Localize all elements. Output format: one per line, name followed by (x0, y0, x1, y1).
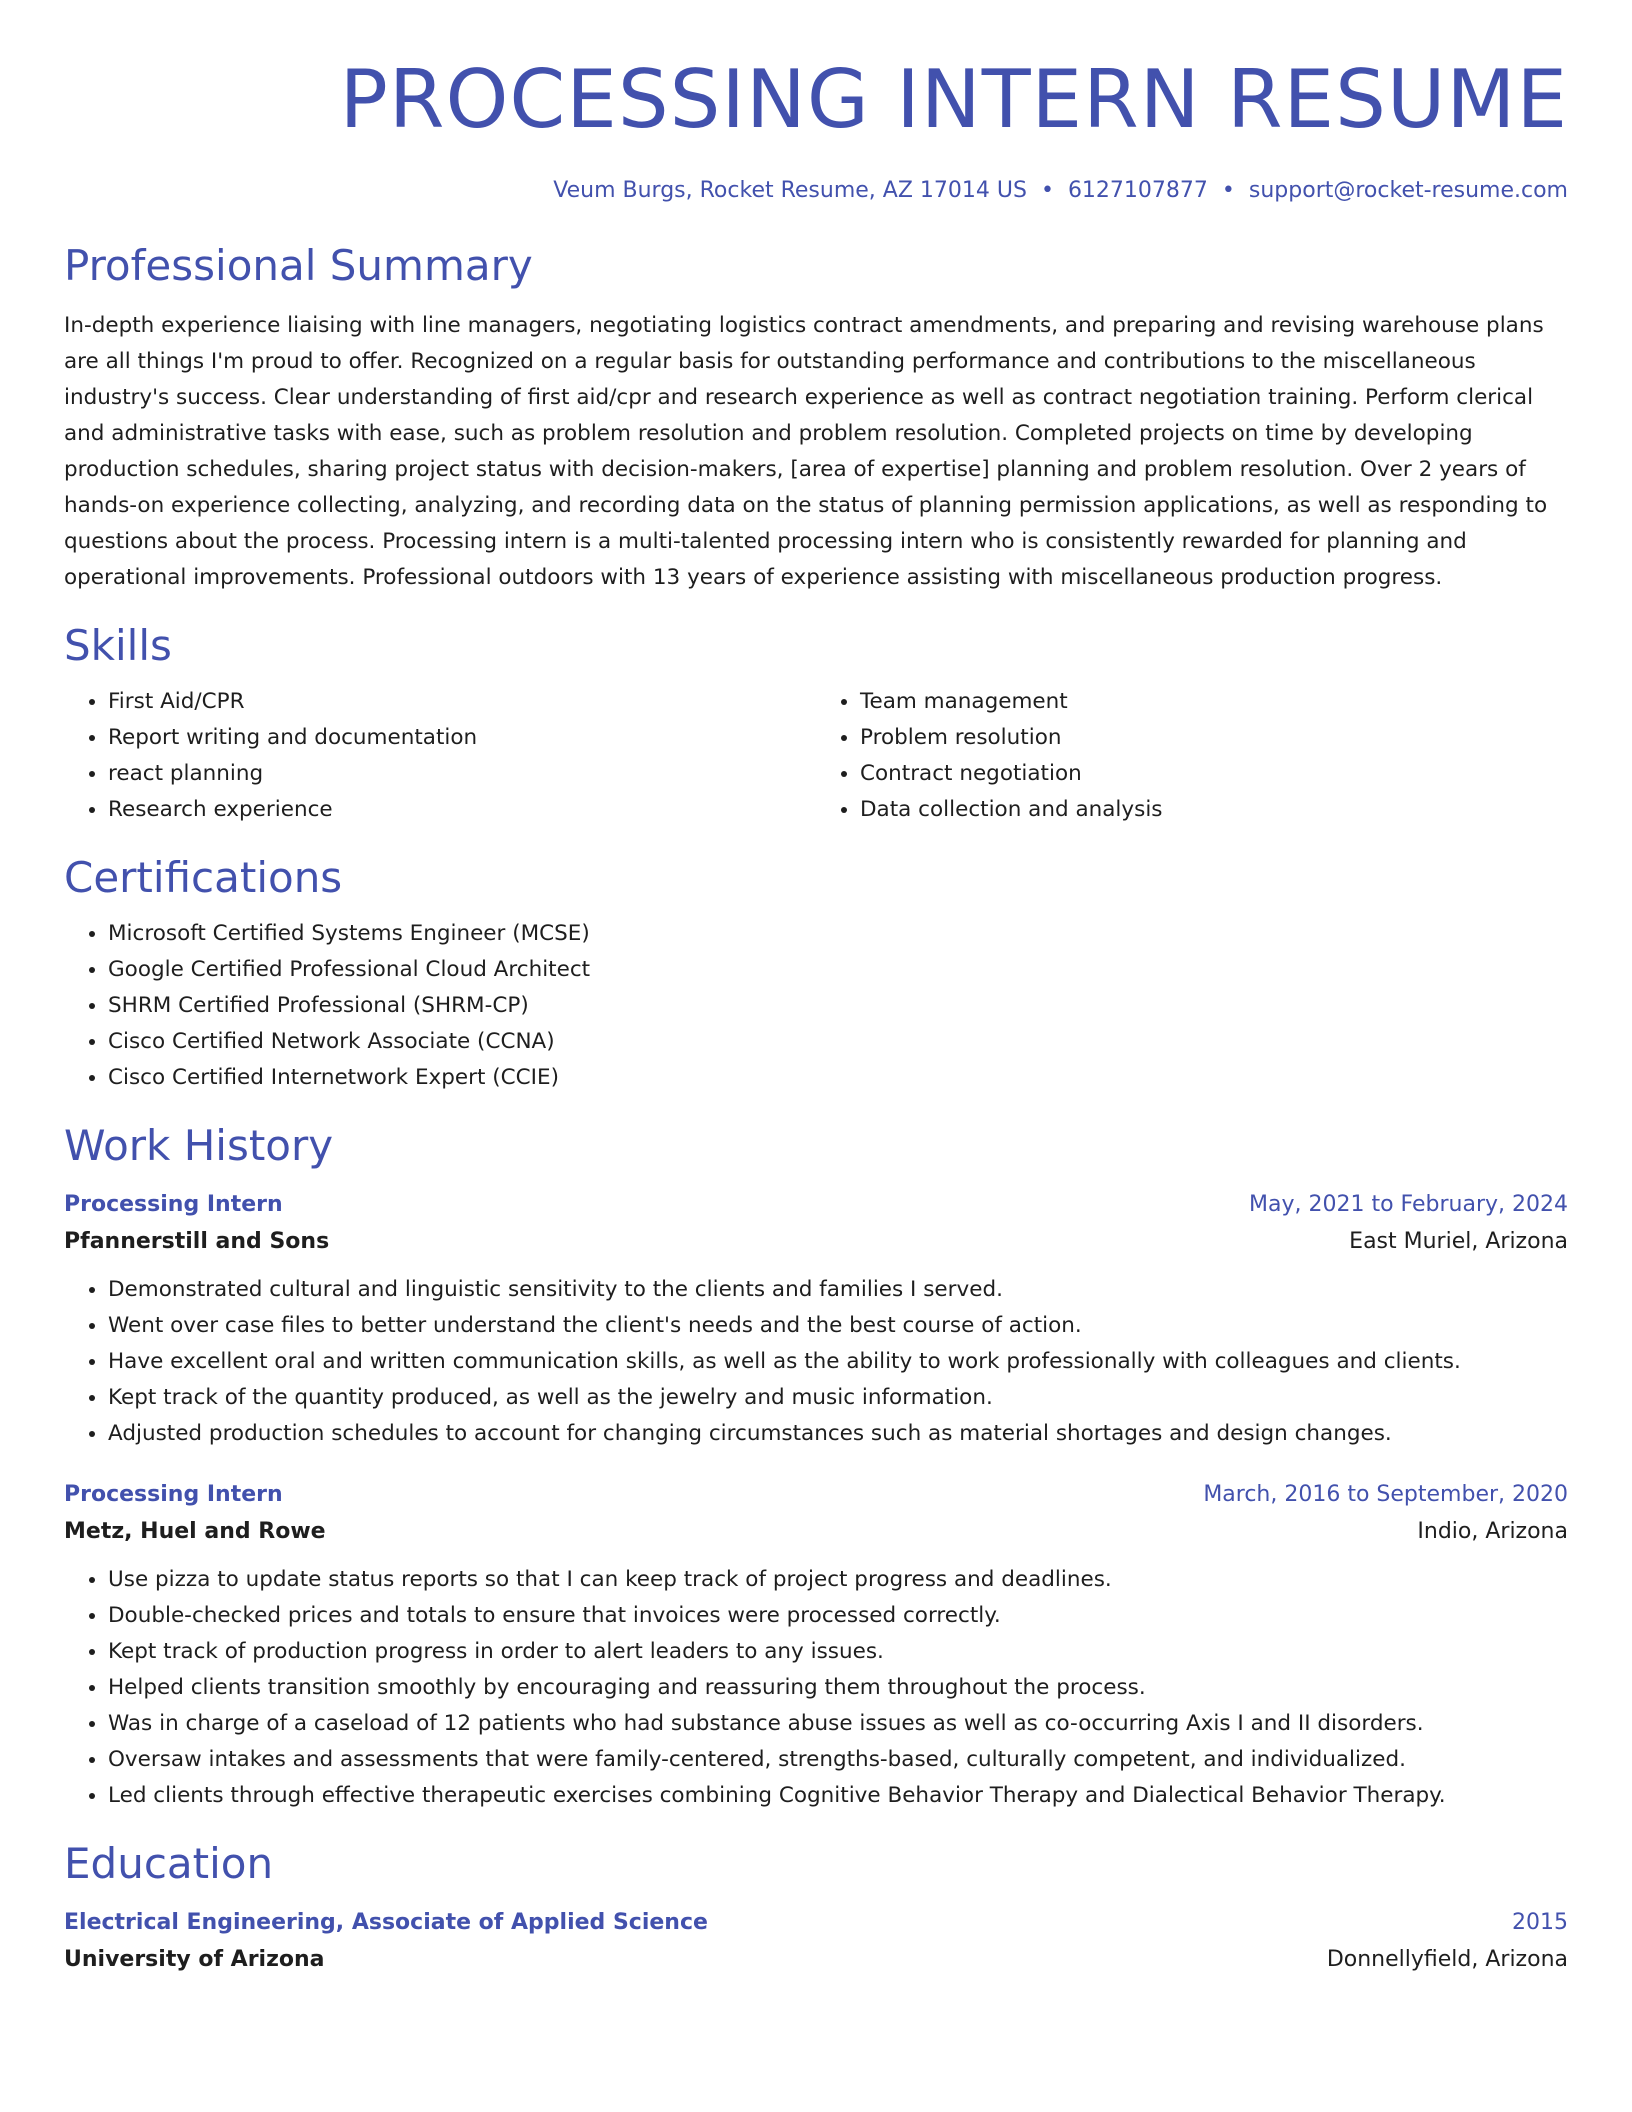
skills-columns (64, 684, 1568, 828)
skill-item: • Problem resolution (860, 720, 1568, 756)
contact-separator: • (1221, 178, 1235, 203)
job-dates: May, 2021 to February, 2024 (1249, 1192, 1568, 1217)
education-heading: Education (64, 1839, 274, 1888)
skill-item: • First Aid/CPR (108, 684, 816, 720)
job-header-row (64, 1188, 1568, 1222)
skills-left-column (64, 684, 816, 828)
skills-section (64, 618, 1568, 828)
certification-item: • Cisco Certified Internetwork Expert (CCIE) (108, 1060, 1568, 1096)
job-company-row (64, 1512, 1568, 1552)
education-degree: Electrical Engineering, Associate of Applied Science (64, 1910, 708, 1935)
job-bullets (64, 1562, 1568, 1814)
education-location: Donnellyfield, Arizona (1326, 1947, 1568, 1972)
job-bullet: • Double-checked prices and totals to ensure that invoices were processed correctly. (108, 1598, 1568, 1634)
job-entry (64, 1478, 1568, 1814)
job-bullet: • Demonstrated cultural and linguistic sensitivity to the clients and families I served. (108, 1272, 1568, 1308)
job-title: Processing Intern (64, 1482, 283, 1507)
skills-heading: Skills (64, 621, 172, 670)
contact-line (64, 176, 1568, 206)
contact-address: Veum Burgs, Rocket Resume, AZ 17014 US (553, 178, 1027, 203)
job-bullet: • Helped clients transition smoothly by encouraging and reassuring them throughout the process. (108, 1670, 1568, 1706)
job-dates: March, 2016 to September, 2020 (1203, 1482, 1568, 1507)
skill-item: • Data collection and analysis (860, 792, 1568, 828)
work-history-heading: Work History (64, 1121, 334, 1170)
job-company: Metz, Huel and Rowe (64, 1519, 326, 1544)
summary-heading: Professional Summary (64, 241, 533, 290)
certifications-list (64, 916, 1568, 1096)
skills-right-column (816, 684, 1568, 828)
job-bullet: • Oversaw intakes and assessments that were family-centered, strengths-based, culturally competent, and individualized. (108, 1742, 1568, 1778)
education-school-row (64, 1940, 1568, 1980)
job-bullet: • Went over case files to better understand the client's needs and the best course of action. (108, 1308, 1568, 1344)
skills-left-list (64, 684, 816, 828)
skill-item: • Report writing and documentation (108, 720, 816, 756)
education-header-row (64, 1906, 1568, 1940)
contact-separator: • (1040, 178, 1054, 203)
certification-item: • Cisco Certified Network Associate (CCNA) (108, 1024, 1568, 1060)
job-title: Processing Intern (64, 1192, 283, 1217)
contact-email[interactable]: support@rocket-resume.com (1248, 178, 1568, 203)
job-bullet: • Adjusted production schedules to account for changing circumstances such as material shortages and design changes. (108, 1416, 1568, 1452)
certification-item: • Google Certified Professional Cloud Architect (108, 952, 1568, 988)
skill-item: • react planning (108, 756, 816, 792)
work-history-section (64, 1118, 1568, 1814)
job-company-row (64, 1222, 1568, 1262)
certification-item: • Microsoft Certified Systems Engineer (MCSE) (108, 916, 1568, 952)
job-bullets (64, 1272, 1568, 1452)
job-bullet: • Kept track of production progress in order to alert leaders to any issues. (108, 1634, 1568, 1670)
job-location: East Muriel, Arizona (1349, 1229, 1568, 1254)
skill-item: • Research experience (108, 792, 816, 828)
skills-right-list (816, 684, 1568, 828)
certifications-section (64, 850, 1568, 1096)
job-bullet: • Was in charge of a caseload of 12 patients who had substance abuse issues as well as co-occurring Axis I and II disorders. (108, 1706, 1568, 1742)
skill-item: • Contract negotiation (860, 756, 1568, 792)
job-bullet: • Use pizza to update status reports so that I can keep track of project progress and deadlines. (108, 1562, 1568, 1598)
job-header-row (64, 1478, 1568, 1512)
certifications-heading: Certifications (64, 853, 343, 902)
job-location: Indio, Arizona (1417, 1519, 1568, 1544)
job-entry (64, 1188, 1568, 1452)
job-bullet: • Have excellent oral and written communication skills, as well as the ability to work professionally with colleagues and clients. (108, 1344, 1568, 1380)
summary-text: In-depth experience liaising with line managers, negotiating logistics contract amendments, and preparing and revising warehouse plans are all things I'm proud to offer. Recognized on a regular basis for outstanding performance and contributions to the miscellaneous industry's success. Clear understanding of first aid/cpr and research experience as well as contract negotiation training. Perform clerical and administrative tasks with ease, such as problem resolution and problem resolution. Completed projects on time by developing production schedules, sharing project status with decision-makers, [area of expertise] planning and problem resolution. Over 2 years of hands-on experience collecting, analyzing, and recording data on the status of planning permission applications, as well as responding to questions about the process. Processing intern is a multi-talented processing intern who is consistently rewarded for planning and operational improvements. Professional outdoors with 13 years of experience assisting with miscellaneous production progress. (64, 313, 1548, 590)
certification-item: • SHRM Certified Professional (SHRM-CP) (108, 988, 1568, 1024)
education-year: 2015 (1512, 1910, 1568, 1935)
summary-section (64, 238, 1568, 596)
education-school: University of Arizona (64, 1947, 325, 1972)
job-bullet: • Kept track of the quantity produced, as well as the jewelry and music information. (108, 1380, 1568, 1416)
resume-title: PROCESSING INTERN RESUME (339, 53, 1568, 146)
job-bullet: • Led clients through effective therapeutic exercises combining Cognitive Behavior Therapy and Dialectical Behavior Therapy. (108, 1778, 1568, 1814)
education-section (64, 1836, 1568, 1980)
job-company: Pfannerstill and Sons (64, 1229, 330, 1254)
skill-item: • Team management (860, 684, 1568, 720)
contact-phone: 6127107877 (1067, 178, 1208, 203)
